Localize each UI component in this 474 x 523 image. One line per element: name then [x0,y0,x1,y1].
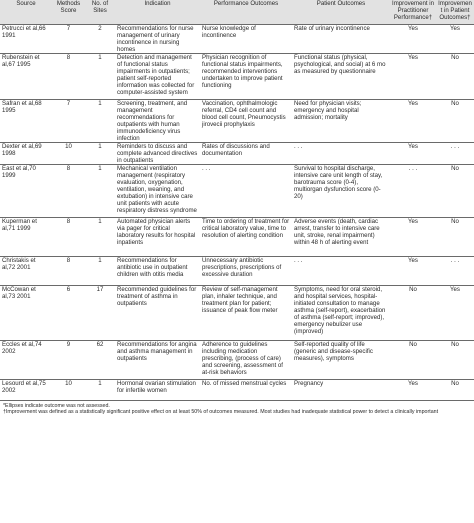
patient-outcomes-cell: . . . [294,142,303,150]
indication-cell: Recommendations for angina and asthma management in outpatients [117,340,197,362]
source-cell: Petrucci et al,66 1991 [2,24,46,39]
table-row [0,256,474,285]
patient-improvement-cell: No [451,340,459,348]
practitioner-improvement-cell: Yes [408,53,418,61]
source-cell: Dexter et al,69 1998 [2,142,42,157]
methods-score-cell: 7 [66,99,71,107]
methods-score-cell: 7 [66,24,71,32]
table-row [0,142,474,164]
table-footnotes [0,401,474,416]
performance-outcomes-cell: Review of self-management plan, inhaler technique, and treatment plan for patient; issuance of peak flow meter [202,285,278,314]
practitioner-improvement-cell: No [409,340,417,348]
source-cell: McCowan et al,73 2001 [2,285,36,300]
header-patient-improvement: Improvement in Patient Outcomes† [438,0,472,21]
practitioner-improvement-cell: Yes [408,24,418,32]
patient-outcomes-cell: Functional status (physical, psychological, and social) at 6 mo as measured by questionnaire [294,53,386,75]
table-row [0,99,474,142]
patient-improvement-cell: No [451,164,459,172]
patient-improvement-cell: . . . [450,256,460,264]
performance-outcomes-cell: Rates of discussions and documentation [202,142,270,157]
patient-outcomes-cell: Symptoms, need for oral steroid, and hospital services, hospital-initiated consultation to manage asthma (self-report), exacerbation of asthma (self-report; improved), emergency nebulizer use (improved) [294,285,386,335]
no-of-sites-cell: 17 [96,285,104,293]
footnote-ellipses: *Ellipses indicate outcome was not assessed. [3,402,110,409]
table-row [0,53,474,99]
indication-cell: Automated physician alerts via pager for critical laboratory results for hospital inpatients [117,217,196,246]
no-of-sites-cell: 1 [98,53,102,61]
patient-outcomes-cell: Survival to hospital discharge, intensive care unit length of stay, barotrauma score (0-4), multiorgan dysfunction score (0-20) [294,164,383,200]
no-of-sites-cell: 2 [98,24,102,32]
source-cell: Kuperman et al,71 1999 [2,217,37,232]
patient-improvement-cell: No [451,53,459,61]
practitioner-improvement-cell: Yes [408,142,418,150]
header-practitioner-improvement: Improvement in Practitioner Performance† [392,0,434,21]
patient-outcomes-cell: Rate of urinary incontinence [294,24,370,32]
table-row [0,217,474,256]
methods-score-cell: 8 [66,217,71,225]
practitioner-improvement-cell: Yes [408,217,418,225]
patient-improvement-cell: Yes [450,285,460,293]
indication-cell: Recommendations for nurse management of urinary incontinence in nursing homes [117,24,194,53]
patient-improvement-cell: No [451,379,459,387]
patient-improvement-cell: Yes [450,24,460,32]
performance-outcomes-cell: Adherence to guidelines including medication prescribing, (process of care) and screening, assessment of at-risk behaviors [202,340,283,376]
no-of-sites-cell: 1 [98,164,102,172]
practitioner-improvement-cell: . . . [408,164,418,172]
indication-cell: Reminders to discuss and complete advanced directives in outpatients [117,142,198,164]
indication-cell: Detection and management of functional status impairments in outpatients; patient self-reported information was collected for computer-assisted system [117,53,195,96]
patient-outcomes-cell: . . . [294,256,303,264]
patient-outcomes-cell: Adverse events (death, cardiac arrest, transfer to intensive care unit, stroke, renal impairment) within 48 h of alerting event [294,217,380,246]
patient-outcomes-cell: Pregnancy [294,379,324,387]
no-of-sites-cell: 1 [98,142,102,150]
table-row [0,340,474,379]
indication-cell: Hormonal ovarian stimulation for infertile women [117,379,196,394]
footnote-improvement-definition: †Improvement was defined as a statistically significant positive effect on at least 50% of outcomes measured. Most studies had inadequate statistical power to detect a clinically important [3,408,439,415]
source-cell: Christakis et al,72 2001 [2,256,36,271]
performance-outcomes-cell: No. of missed menstrual cycles [202,379,287,387]
source-cell: Rubenstein et al,67 1995 [2,53,40,68]
methods-score-cell: 10 [65,142,72,150]
patient-improvement-cell: No [451,217,459,225]
performance-outcomes-cell: Physician recognition of functional status impairments, recommended interventions undertaken to improve patient functioning [202,53,283,89]
table-row [0,379,474,400]
source-cell: Lesourd et al,75 2002 [2,379,46,394]
header-indication: Indication [144,0,171,7]
header-patient-outcomes: Patient Outcomes [316,0,366,7]
methods-score-cell: 6 [66,285,71,293]
methods-score-cell: 8 [66,256,71,264]
table-header-row [0,0,474,24]
table-row [0,285,474,340]
no-of-sites-cell: 1 [98,379,102,387]
practitioner-improvement-cell: No [409,285,417,293]
performance-outcomes-cell: Time to ordering of treatment for critical laboratory value, time to resolution of alerting condition [202,217,290,239]
indication-cell: Mechanical ventilation management (respiratory evaluation, oxygenation, ventilation, weaning, and extubation) in intensive care unit patients with acute respiratory distress syndrome [117,164,197,214]
source-cell: Safran et al,68 1995 [2,99,42,114]
indication-cell: Recommendations for antibiotic use in outpatient children with otitis media [117,256,188,278]
indication-cell: Recommended guidelines for treatment of asthma in outpatients [117,285,197,307]
patient-outcomes-cell: Need for physician visits; emergency and hospital admission; mortality [294,99,362,121]
methods-score-cell: 8 [66,53,71,61]
table-row [0,164,474,217]
methods-score-cell: 8 [66,164,71,172]
performance-outcomes-cell: Nurse knowledge of incontinence [202,24,256,39]
no-of-sites-cell: 1 [98,217,102,225]
no-of-sites-cell: 1 [98,99,102,107]
methods-score-cell: 10 [65,379,72,387]
header-source: Source [16,0,36,7]
patient-improvement-cell: No [451,99,459,107]
no-of-sites-cell: 1 [98,256,102,264]
table-row [0,24,474,53]
performance-outcomes-cell: Unnecessary antibiotic prescriptions, prescriptions of excessive duration [202,256,282,278]
indication-cell: Screening, treatment, and management recommendations for outpatients with human immunodeficiency virus infection [117,99,188,142]
source-cell: East et al,70 1999 [2,164,36,179]
patient-improvement-cell: . . . [450,142,460,150]
methods-score-cell: 9 [66,340,71,348]
header-methods-score: Methods Score [56,0,81,14]
performance-outcomes-cell: . . . [202,164,211,172]
practitioner-improvement-cell: Yes [408,99,418,107]
practitioner-improvement-cell: Yes [408,379,418,387]
practitioner-improvement-cell: Yes [408,256,418,264]
patient-outcomes-cell: Self-reported quality of life (generic and disease-specific measures), symptoms [294,340,373,362]
no-of-sites-cell: 62 [96,340,104,348]
header-no-of-sites: No. of Sites [91,0,109,14]
performance-outcomes-cell: Vaccination, ophthalmologic referral, CD4 cell count and blood cell count, Pneumocystis jirovecii prophylaxis [202,99,286,128]
source-cell: Eccles et al,74 2002 [2,340,42,355]
header-performance-outcomes: Performance Outcomes [213,0,279,7]
